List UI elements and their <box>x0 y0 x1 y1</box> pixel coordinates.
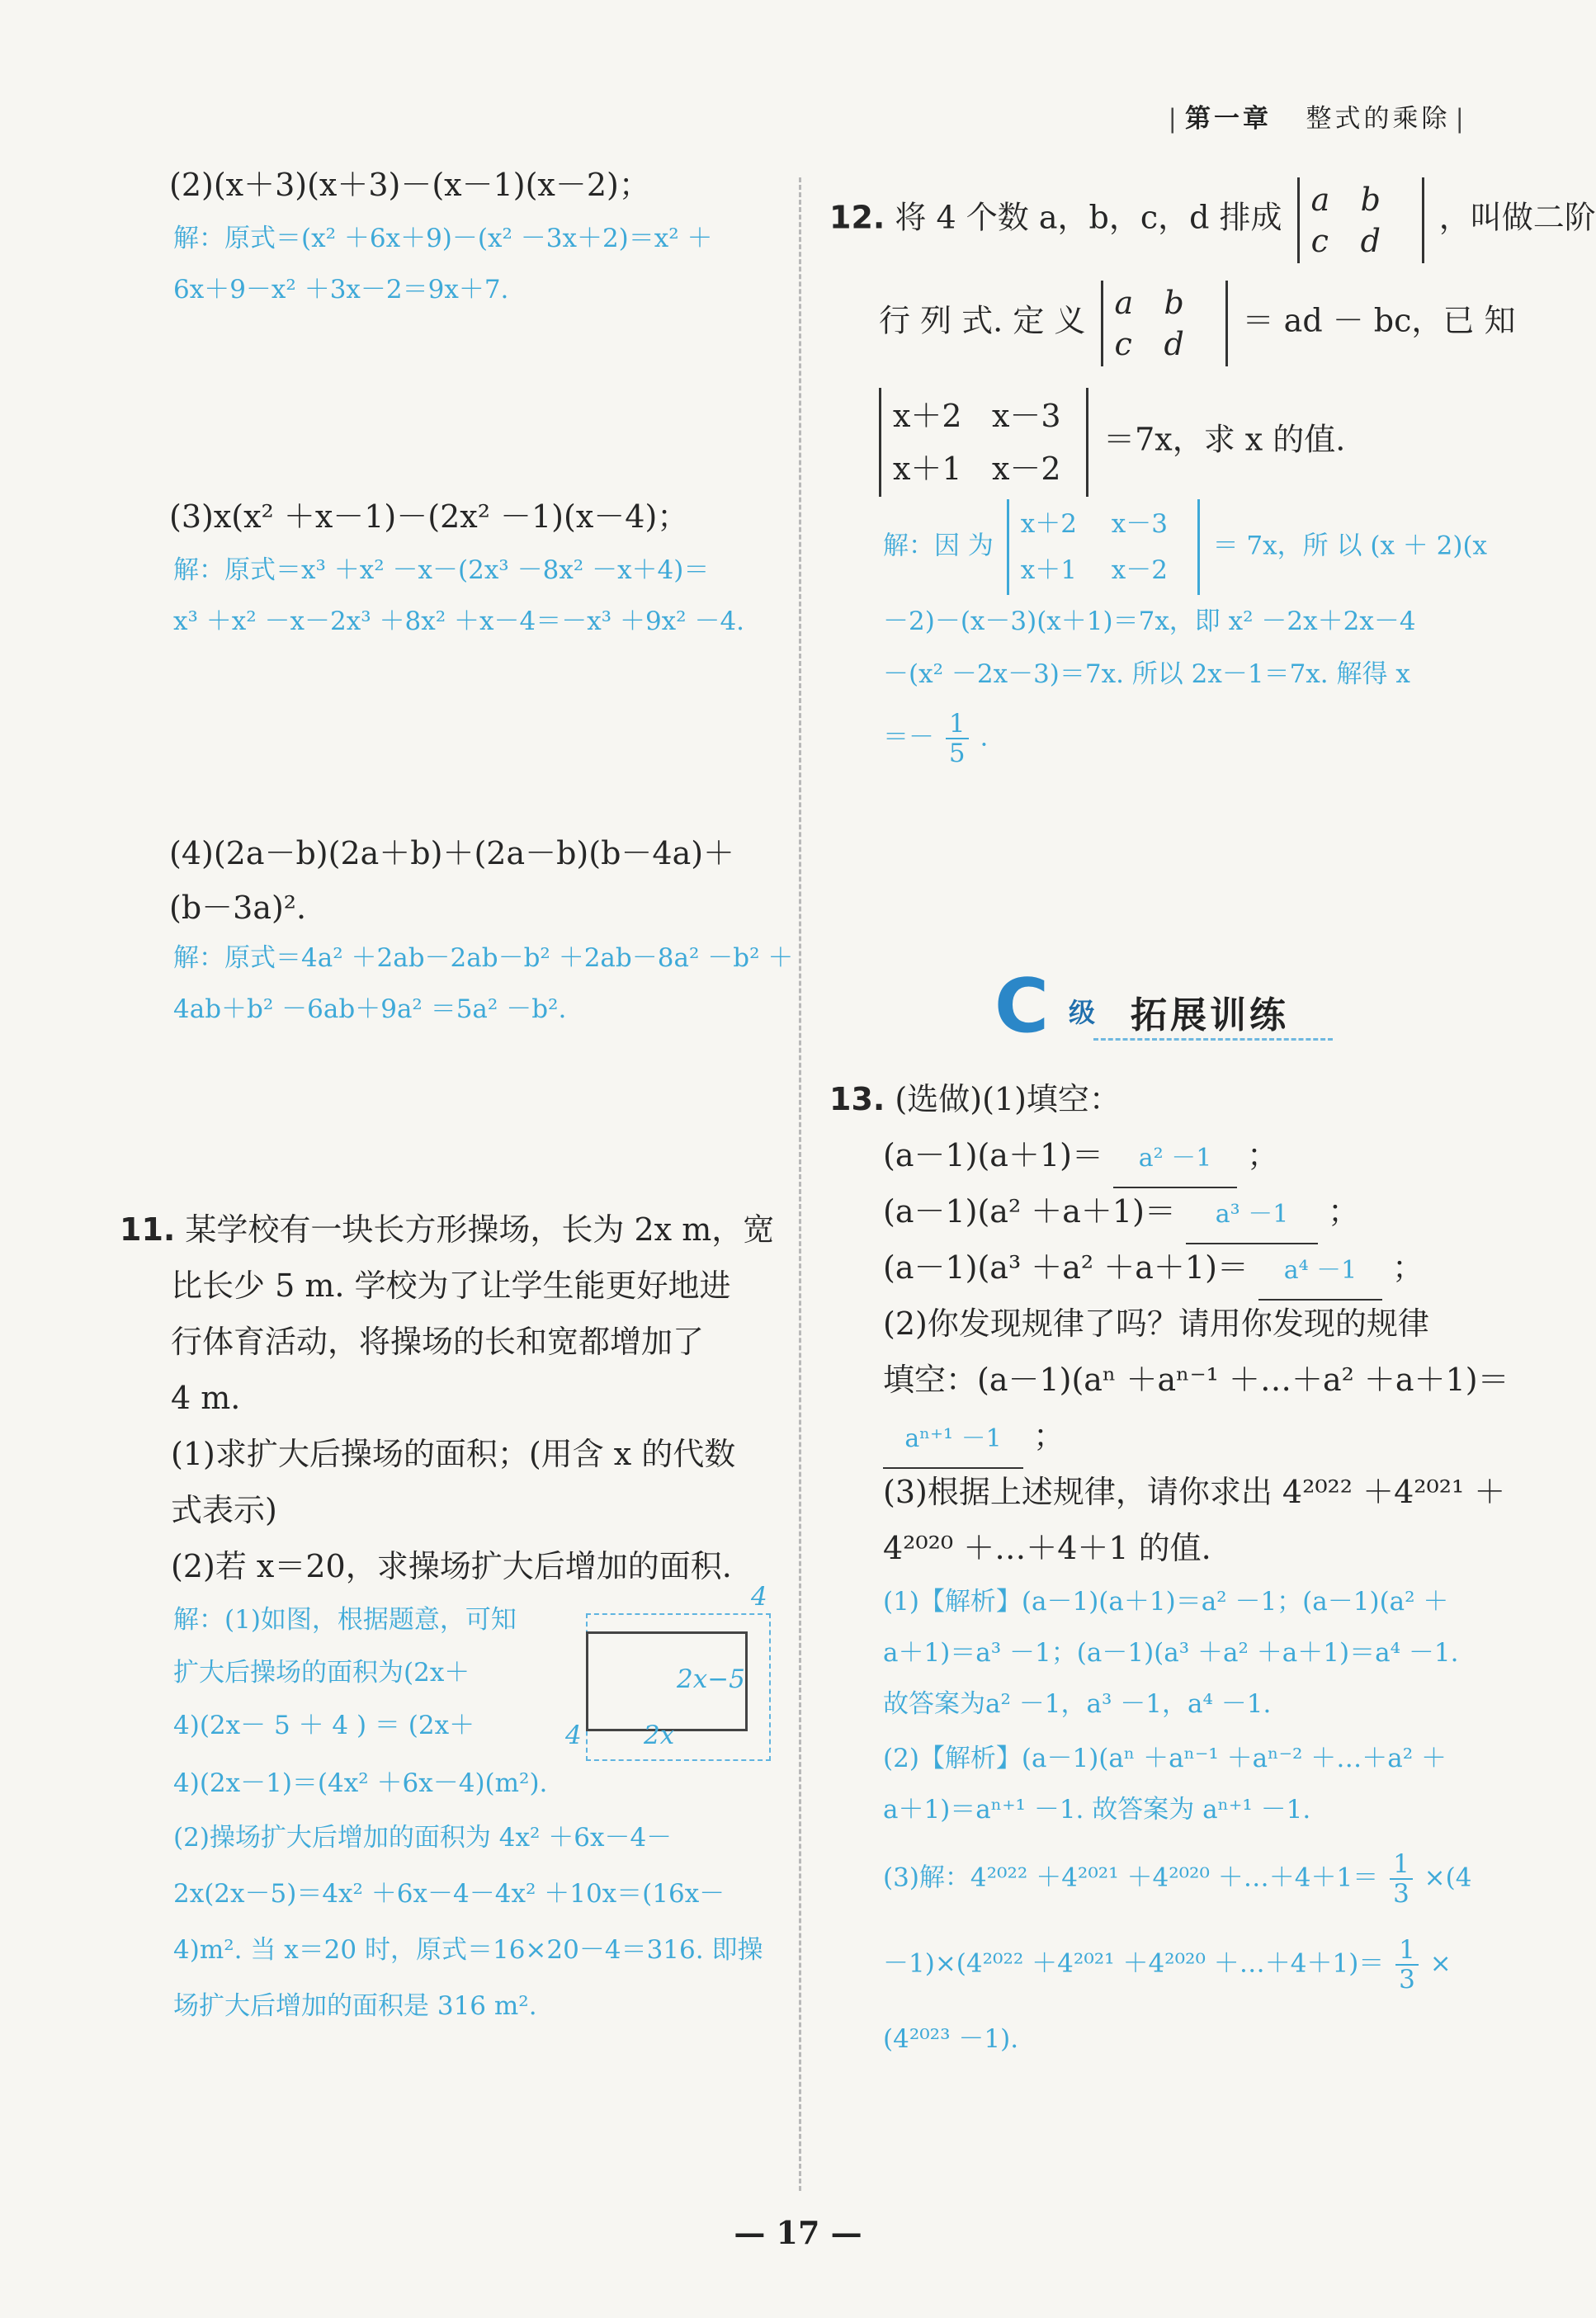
q13-blank-1: a² －1 <box>1113 1131 1237 1188</box>
diagram-bottom-label: 2x <box>644 1721 675 1750</box>
q10-4-question-l1: (4)(2a－b)(2a＋b)＋(2a－b)(b－4a)＋ <box>169 835 735 871</box>
q10-3-question: (3)x(x² ＋x－1)－(2x² －1)(x－4)； <box>169 498 689 535</box>
q13-answer-7b: × <box>1429 1948 1452 1979</box>
field-diagram <box>565 1582 780 1770</box>
q12-answer-4 <box>883 710 988 767</box>
q13-blank-4: aⁿ⁺¹ －1 <box>883 1411 1023 1469</box>
det-d: d <box>1360 223 1381 259</box>
q12-answer-4b: . <box>980 722 989 753</box>
fraction-one-third-a <box>1390 1850 1413 1908</box>
det3-d: x－2 <box>992 451 1061 487</box>
q13-answer-1: (1)【解析】(a－1)(a＋1)＝a² －1；(a－1)(a² ＋ <box>883 1587 1449 1617</box>
q12-number: 12. <box>829 199 885 236</box>
det4-b: x－3 <box>1111 509 1168 539</box>
page-number-value: 17 <box>776 2214 820 2251</box>
q13-text-3: (a－1)(a² ＋a＋1)＝ <box>883 1193 1176 1230</box>
q11-answer-1: 解：(1)如图，根据题意，可知 <box>173 1605 517 1635</box>
banner-level: 级 <box>1069 997 1096 1028</box>
q13-answer-6b: ×(4 <box>1424 1862 1472 1893</box>
q13-semi-3: ； <box>1392 1249 1424 1286</box>
diagram-inner-label: 2x−5 <box>677 1664 745 1694</box>
column-divider <box>799 177 801 2191</box>
det4-c: x＋1 <box>1020 555 1077 585</box>
q13-line-1 <box>829 1071 1121 1127</box>
q11-line-5: (1)求扩大后操场的面积；(用含 x 的代数 <box>171 1436 736 1472</box>
det2-d: d <box>1164 326 1184 362</box>
det-c: c <box>1310 223 1329 259</box>
q12-text-1a: 将 4 个数 a，b，c，d 排成 <box>895 199 1282 236</box>
banner-title: 拓展训练 <box>1131 994 1289 1036</box>
q13-semi-4: ； <box>1033 1418 1065 1454</box>
q11-line-6: 式表示) <box>171 1492 277 1528</box>
q11-line-1 <box>120 1201 774 1258</box>
q13-answer-6 <box>883 1850 1471 1908</box>
det4-a: x＋2 <box>1020 509 1077 539</box>
q13-answer-3: 故答案为a² －1，a³ －1，a⁴ －1. <box>883 1689 1272 1719</box>
q13-answer-6a: (3)解：4²⁰²² ＋4²⁰²¹ ＋4²⁰²⁰ ＋…＋4＋1＝ <box>883 1862 1379 1893</box>
q10-4-answer-l1: 解：原式＝4a² ＋2ab－2ab－b² ＋2ab－8a² －b² ＋ <box>173 943 794 973</box>
q12-line-3 <box>879 388 1345 497</box>
q10-3-answer-l1: 解：原式＝x³ ＋x² －x－(2x³ －8x² －x＋4)＝ <box>173 555 710 585</box>
q11-number: 11. <box>120 1211 176 1248</box>
det4-d: x－2 <box>1111 555 1168 585</box>
q11-line-7: (2)若 x＝20，求操场扩大后增加的面积. <box>171 1548 732 1584</box>
q12-text-2a: 行 列 式. 定 义 <box>879 302 1086 339</box>
q12-answer-3: －(x² －2x－3)＝7x. 所以 2x－1＝7x. 解得 x <box>883 659 1410 689</box>
q10-4-question-l2: (b－3a)². <box>169 890 307 926</box>
q10-2-answer-l2: 6x＋9－x² ＋3x－2＝9x＋7. <box>173 275 509 305</box>
q12-text-3b: ＝7x，求 x 的值. <box>1103 421 1346 458</box>
q13-line-2 <box>883 1127 1278 1188</box>
q13-answer-5: a＋1)＝aⁿ⁺¹ －1. 故答案为 aⁿ⁺¹ －1. <box>883 1795 1311 1825</box>
fraction-a-denominator: 3 <box>1393 1879 1409 1910</box>
q10-3-answer-l2: x³ ＋x² －x－2x³ ＋8x² ＋x－4＝－x³ ＋9x² －4. <box>173 607 745 636</box>
q13-text-2: (a－1)(a＋1)＝ <box>883 1137 1103 1173</box>
q13-semi-2: ； <box>1328 1193 1360 1230</box>
q13-answer-7 <box>883 1936 1452 1994</box>
q12-text-2b: ＝ ad － bc，已 知 <box>1242 302 1516 339</box>
q12-answer-1b: ＝ 7x，所 以 (x ＋ 2)(x <box>1212 531 1488 561</box>
banner-letter: C <box>994 963 1050 1050</box>
q13-blank-2: a³ －1 <box>1186 1187 1318 1244</box>
q11-answer-7: 4)m². 当 x＝20 时，原式＝16×20－4＝316. 即操 <box>173 1935 763 1965</box>
q10-2-question: (2)(x＋3)(x＋3)－(x－1)(x－2)； <box>169 167 650 203</box>
q12-answer-1a: 解：因 为 <box>883 531 994 561</box>
chapter-label: 第一章 <box>1184 104 1272 134</box>
q11-answer-4: 4)(2x－1)＝(4x² ＋6x－4)(m²). <box>173 1768 548 1798</box>
q11-answer-8: 场扩大后增加的面积是 316 m². <box>173 1991 537 2021</box>
fraction-numerator: 1 <box>946 710 969 739</box>
det3-c: x＋1 <box>893 451 962 487</box>
q12-answer-2: －2)－(x－3)(x＋1)＝7x，即 x² －2x＋2x－4 <box>883 607 1416 636</box>
q13-text-1: (选做)(1)填空： <box>895 1081 1121 1117</box>
q13-blank-3: a⁴ －1 <box>1258 1243 1382 1301</box>
determinant-abcd <box>1297 177 1424 263</box>
fraction-b-denominator: 3 <box>1399 1965 1415 1995</box>
page-number: — 17 — <box>734 2214 862 2251</box>
fraction-b-numerator: 1 <box>1395 1936 1419 1966</box>
q13-answer-8: (4²⁰²³ －1). <box>883 2024 1019 2054</box>
q12-line-1 <box>829 177 1596 263</box>
fraction-a-numerator: 1 <box>1390 1850 1413 1880</box>
q12-answer-4a: ＝－ <box>883 722 934 753</box>
q13-line-6: 填空：(a－1)(aⁿ ＋aⁿ⁻¹ ＋…＋a² ＋a＋1)＝ <box>883 1362 1509 1398</box>
q11-line-3: 行体育活动，将操场的长和宽都增加了 <box>171 1324 705 1360</box>
fraction-denominator: 5 <box>948 739 966 769</box>
q11-answer-2: 扩大后操场的面积为(2x＋ <box>173 1658 470 1688</box>
fraction-one-third-b <box>1395 1936 1419 1994</box>
q13-answer-7a: －1)×(4²⁰²² ＋4²⁰²¹ ＋4²⁰²⁰ ＋…＋4＋1)＝ <box>883 1948 1385 1979</box>
q13-line-4 <box>883 1239 1424 1301</box>
q11-text-1: 某学校有一块长方形操场，长为 2x m，宽 <box>185 1211 775 1248</box>
q11-answer-5: (2)操场扩大后增加的面积为 4x² ＋6x－4－ <box>173 1823 673 1853</box>
det2-c: c <box>1114 326 1132 362</box>
det-b: b <box>1360 182 1381 218</box>
section-label: 整式的乘除 <box>1306 104 1451 134</box>
q12-text-1b: ，叫做二阶 <box>1438 199 1596 236</box>
det-a: a <box>1310 182 1330 218</box>
q13-semi-1: ； <box>1247 1137 1279 1173</box>
q13-line-7 <box>883 1408 1065 1469</box>
q13-number: 13. <box>829 1081 885 1117</box>
banner-underline <box>1093 1038 1333 1041</box>
determinant-definition <box>1101 281 1228 366</box>
q12-answer-1 <box>883 499 1487 595</box>
q12-line-2 <box>879 281 1516 366</box>
q11-line-4: 4 m. <box>171 1380 241 1416</box>
q13-answer-2: a＋1)＝a³ －1；(a－1)(a³ ＋a² ＋a＋1)＝a⁴ －1. <box>883 1638 1459 1668</box>
q13-line-8: (3)根据上述规律，请你求出 4²⁰²² ＋4²⁰²¹ ＋ <box>883 1474 1506 1510</box>
q11-line-2: 比长少 5 m. 学校为了让学生能更好地进 <box>171 1268 731 1304</box>
det2-a: a <box>1114 285 1134 321</box>
determinant-given <box>879 388 1088 497</box>
det3-a: x＋2 <box>893 398 962 434</box>
q11-answer-6: 2x(2x－5)＝4x² ＋6x－4－4x² ＋10x＝(16x－ <box>173 1879 725 1909</box>
q13-text-4: (a－1)(a³ ＋a² ＋a＋1)＝ <box>883 1249 1249 1286</box>
determinant-answer <box>1007 499 1200 595</box>
diagram-top-label: 4 <box>751 1582 767 1612</box>
det3-b: x－3 <box>992 398 1061 434</box>
q10-4-answer-l2: 4ab＋b² －6ab＋9a² ＝5a² －b². <box>173 994 567 1024</box>
diagram-left-label: 4 <box>565 1721 582 1750</box>
q10-2-answer-l1: 解：原式＝(x² ＋6x＋9)－(x² －3x＋2)＝x² ＋ <box>173 224 713 253</box>
fraction-one-fifth <box>946 710 969 767</box>
q13-answer-4: (2)【解析】(a－1)(aⁿ ＋aⁿ⁻¹ ＋aⁿ⁻² ＋…＋a² ＋ <box>883 1744 1447 1773</box>
q13-line-9: 4²⁰²⁰ ＋…＋4＋1 的值. <box>883 1530 1211 1566</box>
q13-line-3 <box>883 1183 1359 1244</box>
q11-answer-3: 4)(2x－ 5 ＋ 4 ) ＝ (2x＋ <box>173 1711 475 1740</box>
det2-b: b <box>1164 285 1184 321</box>
q13-line-5: (2)你发现规律了吗？请用你发现的规律 <box>883 1305 1429 1342</box>
c-level-banner <box>994 965 1341 1056</box>
page-header: | 第一章 整式的乘除 | <box>1168 104 1467 134</box>
